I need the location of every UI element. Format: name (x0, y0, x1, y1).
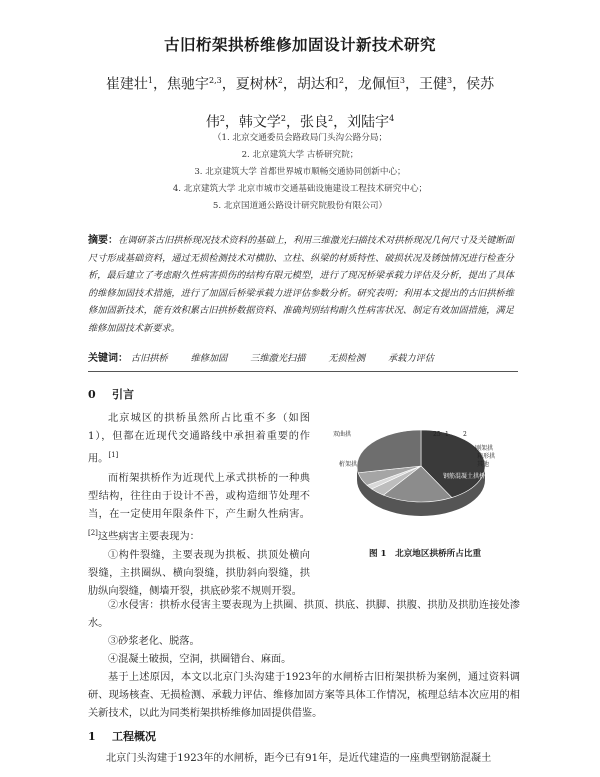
author-name: 张良 (300, 114, 328, 131)
body-column (88, 597, 520, 723)
pie-label: 箱形拱 (477, 453, 496, 460)
author-affiliation-mark: 2 (328, 113, 334, 123)
damage-item-3: ③砂浆老化、脱落。 (108, 636, 200, 647)
author-affiliation-mark: 3 (447, 76, 453, 85)
affiliation-4: 4. 北京建筑大学 北京市城市交通基础设施建设工程技术研究中心； (172, 184, 428, 194)
author-name: 韩文学 (238, 114, 281, 131)
intro-paragraph-1: 北京城区的拱桥虽然所占比重不多（如图1），但都在近现代交通路线中承担着重要的作用。[1] (88, 413, 310, 465)
abstract-label: 摘要： (88, 235, 119, 246)
pie-label: 2 (463, 431, 467, 438)
author-affiliation-mark: 4 (389, 113, 395, 123)
author-affiliation-mark: 2 (338, 76, 344, 85)
affiliation-1: （1. 北京交通委员会路政局门头沟公路分局； (212, 133, 388, 143)
keyword: 三维激光扫描 (250, 353, 306, 364)
affiliations (0, 130, 600, 215)
keyword: 古旧拱桥 (130, 353, 168, 364)
keyword: 承载力评估 (387, 353, 434, 364)
pie-label: 钢筋混凝土拱桥 (443, 473, 486, 480)
intro-column (88, 410, 310, 601)
author-name: 刘陆宇 (347, 114, 390, 131)
author-name: 王健 (419, 76, 447, 93)
author-affiliation-mark: 2 (280, 113, 286, 123)
pie-label: 其他 (477, 461, 490, 468)
author-affiliation-mark: 2 (277, 76, 283, 85)
paper-title: 古旧桁架拱桥维修加固设计新技术研究 (163, 35, 436, 54)
figure-caption: 图 1 北京地区拱桥所占比重 (368, 549, 482, 559)
author-name: 侯苏 (466, 76, 495, 93)
author-list (60, 64, 540, 139)
pie-label: 1 (445, 431, 449, 438)
section-divider (88, 371, 518, 372)
author-affiliation-mark: 2,3 (208, 76, 222, 85)
pie-label: 双曲拱 (333, 431, 352, 438)
damage-item-1: ①构件裂缝，主要表现为拱板、拱顶处横向裂缝，主拱圈纵、横向裂缝，拱肋斜向裂缝，拱肋纵向裂缝，侧墙开裂，拱底砂浆不规则开裂。 (88, 549, 310, 597)
section-number: 0 (88, 388, 96, 401)
keywords-label: 关键词： (88, 353, 128, 364)
damage-item-4: ④混凝土破损，空洞，拱圈错台、麻面。 (108, 654, 292, 665)
author-name: 龙佩恒 (357, 76, 400, 93)
author-name: 伟 (205, 114, 220, 131)
author-name: 夏树林 (235, 76, 278, 93)
pie-label: 刚架拱 (475, 445, 494, 452)
section-title: 引言 (112, 388, 134, 401)
author-name: 崔建壮 (105, 76, 148, 93)
author-name: 胡达和 (296, 76, 339, 93)
section-heading-1 (88, 728, 156, 744)
section-1-first-line: 北京门头沟建于1923年的水闸桥，距今已有91年，是近代建造的一座典型钢筋混凝土 (106, 753, 492, 764)
section-heading-0 (88, 386, 134, 402)
keyword: 无损检测 (328, 353, 366, 364)
author-affiliation-mark: 2 (219, 113, 225, 123)
citation: [1] (108, 451, 119, 459)
pie-slice (357, 430, 421, 473)
intro-paragraph-2: 而桁架拱桥作为近现代上承式拱桥的一种典型结构，往往由于设计不善，或构造细节处理不当，在一定使用年限条件下，产生耐久性病害。[2]这些病害主要表现为： (88, 473, 310, 543)
pie-label: 桁架拱 (339, 461, 358, 468)
pie-label: 25 (433, 431, 441, 438)
abstract (88, 232, 514, 337)
author-affiliation-mark: 3 (399, 76, 405, 85)
author-affiliation-mark: 1 (147, 76, 153, 85)
pie-chart-figure (325, 398, 525, 548)
abstract-text: 在调研茶古旧拱桥现况技术资料的基础上，利用三维激光扫描技术对拱桥现况几何尺寸及关键断面尺寸形成基础资料，通过无损检测技术对横肋、立柱、纵梁的材质特性、破损状况及锈蚀情况进行检查分析，最后建立了考虑耐久性病害损伤的结构有限元模型，进行了现况桥梁承载力评估及分析，提出了具体的维修加固技术措施，进行了加固后桥梁承载力进评估参数分析。研究表明；利用本文提出的古旧拱桥维修加固新技术，能有效积累古旧拱桥数据资料、准确判别结构耐久性病害状况、制定有效加固措施，满足维修加固技术新要求。 (88, 235, 514, 334)
affiliation-5: 5. 北京国道通公路设计研究院股份有限公司） (212, 201, 388, 211)
author-name: 焦驰宇 (166, 76, 209, 93)
keyword: 维修加固 (190, 353, 228, 364)
summary-paragraph: 基于上述原因，本文以北京门头沟建于1923年的水闸桥古旧桁架拱桥为案例，通过资料调研、现场核查、无损检测、承载力评估、维修加固方案等具体工作情况，梳理总结本次应用的相关新技术，以此为同类桁架拱桥维修加固提供借鉴。 (88, 672, 520, 719)
section-number: 1 (88, 730, 96, 743)
authors-line-2: 伟$^2$，韩文学$^2$，张良$^2$，刘陆宇$^4$ (205, 113, 395, 131)
authors-line-1: 崔建壮$^1$，焦驰宇$^{2,3}$，夏树林$^2$，胡达和$^2$，龙佩恒$^3$，王健$^3$，侯苏 (105, 76, 495, 93)
affiliation-3: 3. 北京建筑大学 首都世界城市顺畅交通协同创新中心； (194, 167, 406, 177)
affiliation-2: 2. 北京建筑大学 古桥研究院； (241, 150, 359, 160)
keywords (88, 349, 518, 364)
citation: [2] (88, 529, 98, 538)
section-title: 工程概况 (112, 730, 156, 743)
damage-item-2: ②水侵害：拱桥水侵害主要表现为上拱圈、拱顶、拱底、拱脚、拱腹、拱肋及拱肋连接处渗水。 (88, 600, 520, 629)
